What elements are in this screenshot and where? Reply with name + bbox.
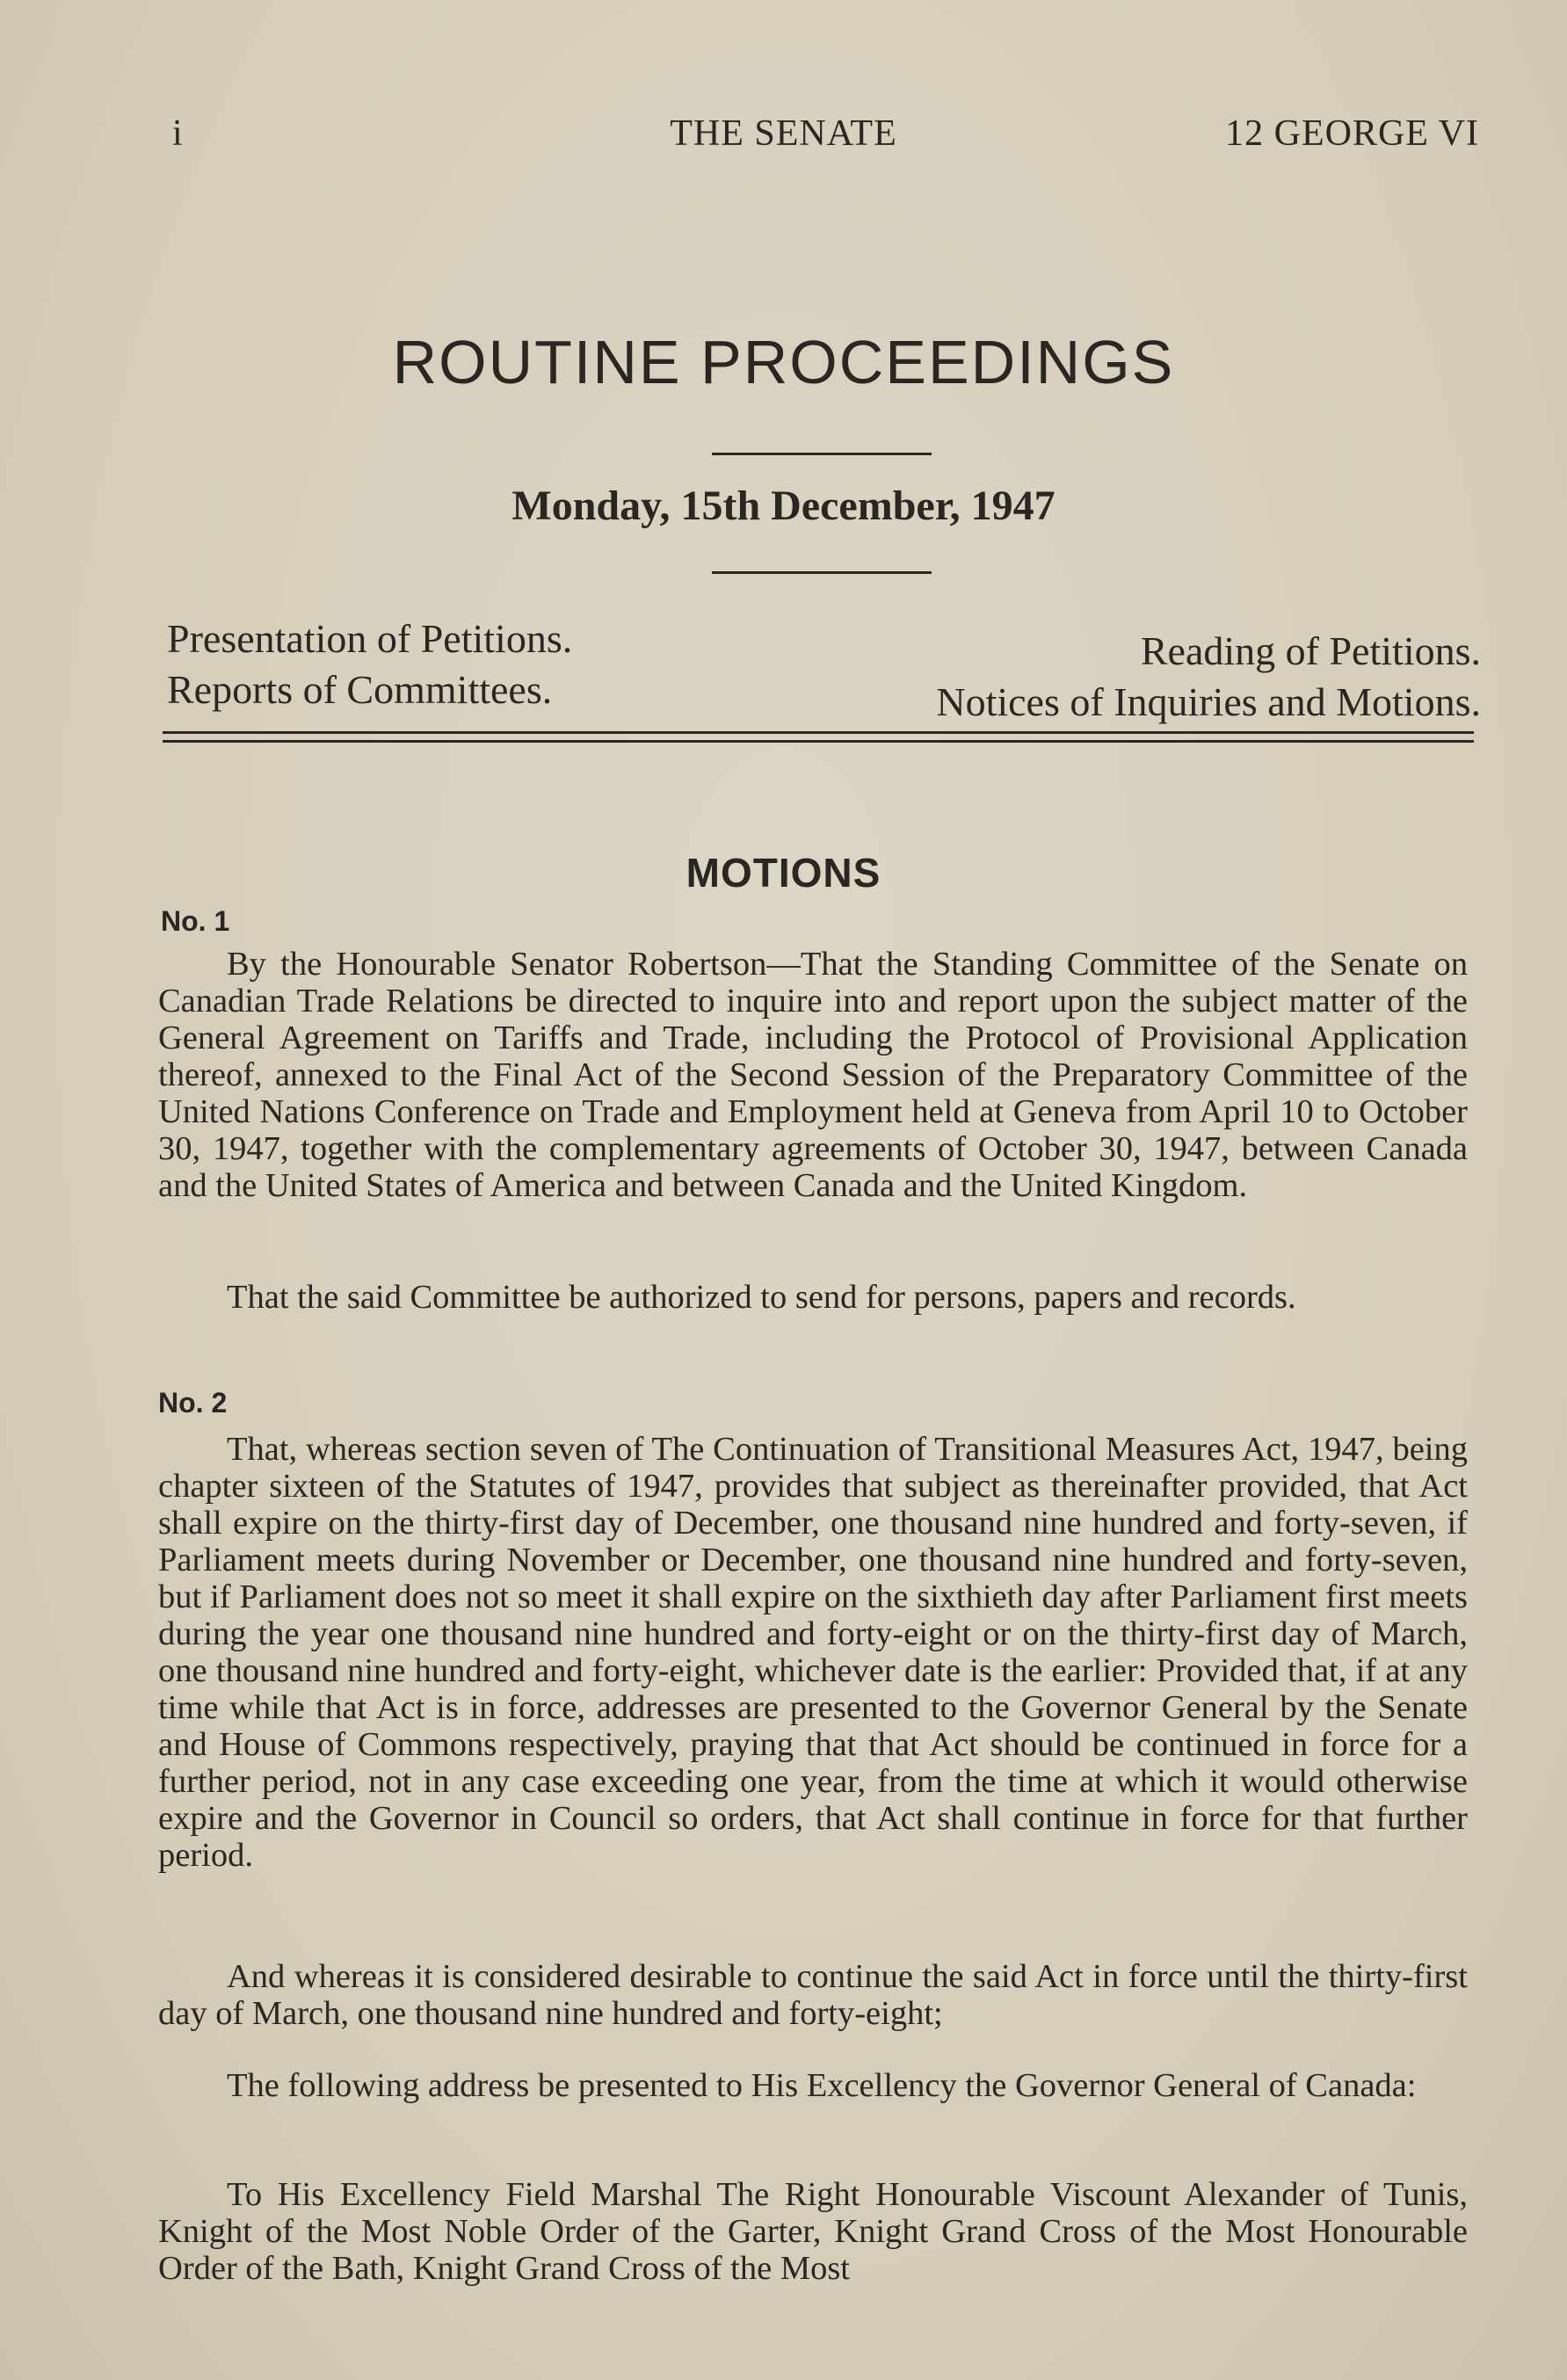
- motion-paragraph: That, whereas section seven of The Continuation of Transitional Measures Act, 1947, being chapter sixteen of the Statutes of 1947, provides that subject as thereinafter provided, that Act shall expire on the thirty-first day of December, one thousand nine hundred and forty-seven, if Parliament meets during November or December, one thousand nine hundred and forty-seven, but if Parliament does not so meet it shall expire on the sixthieth day after Parliament first meets during the year one thousand nine hundred and forty-eight or on the thirty-first day of March, one thousand nine hundred and forty-eight, whichever date is the earlier: Provided that, if at any time while that Act is in force, addresses are presented to the Governor General by the Senate and House of Commons respectively, praying that that Act should be continued in force for a further period, not in any case exceeding one year, from the time at which it would otherwise expire and the Governor in Council so orders, that Act shall continue in force for that further period.: [158, 1431, 1468, 1874]
- motions-heading: MOTIONS: [686, 850, 881, 896]
- running-head-reign: 12 GEORGE VI: [1225, 113, 1479, 154]
- motion-paragraph: And whereas it is considered desirable to continue the said Act in force until the thirty-first day of March, one thousand nine hundred and forty-eight;: [158, 1958, 1468, 2032]
- running-head-chamber: THE SENATE: [670, 113, 897, 154]
- page-title: ROUTINE PROCEEDINGS: [392, 328, 1175, 396]
- motion-paragraph: To His Excellency Field Marshal The Right Honourable Viscount Alexander of Tunis, Knight of the Most Noble Order of the Garter, Knight Grand Cross of the Most Honourable Order of the Bath, Knight Grand Cross of the Most: [158, 2176, 1468, 2287]
- routine-item: Reading of Petitions.: [1140, 628, 1481, 673]
- routine-item: Notices of Inquiries and Motions.: [936, 679, 1481, 724]
- motion-number: No. 2: [158, 1387, 228, 1419]
- routine-item: Reports of Committees.: [167, 667, 553, 712]
- date-rule: [712, 571, 932, 574]
- motion-paragraph: By the Honourable Senator Robertson—That the Standing Committee of the Senate on Canadian Trade Relations be directed to inquire into and report upon the subject matter of the General Agreement on Tariffs and Trade, including the Protocol of Provisional Application thereof, annexed to the Final Act of the Second Session of the Preparatory Committee of the United Nations Conference on Trade and Employment held at Geneva from April 10 to October 30, 1947, together with the complementary agreements of October 30, 1947, between Canada and the United States of America and between Canada and the United Kingdom.: [158, 946, 1468, 1204]
- routine-item: Presentation of Petitions.: [167, 616, 573, 661]
- motion-paragraph: That the said Committee be authorized to send for persons, papers and records.: [227, 1279, 1296, 1316]
- routine-items-right: [936, 626, 1481, 728]
- page-number: i: [172, 113, 184, 154]
- routine-items-left: [167, 613, 572, 715]
- motion-number: No. 1: [161, 905, 230, 937]
- double-rule-top: [163, 731, 1474, 734]
- title-rule: [712, 453, 932, 455]
- double-rule-bottom: [163, 740, 1474, 743]
- sitting-date: Monday, 15th December, 1947: [511, 483, 1056, 529]
- motion-paragraph: The following address be presented to His Excellency the Governor General of Canada:: [227, 2067, 1417, 2104]
